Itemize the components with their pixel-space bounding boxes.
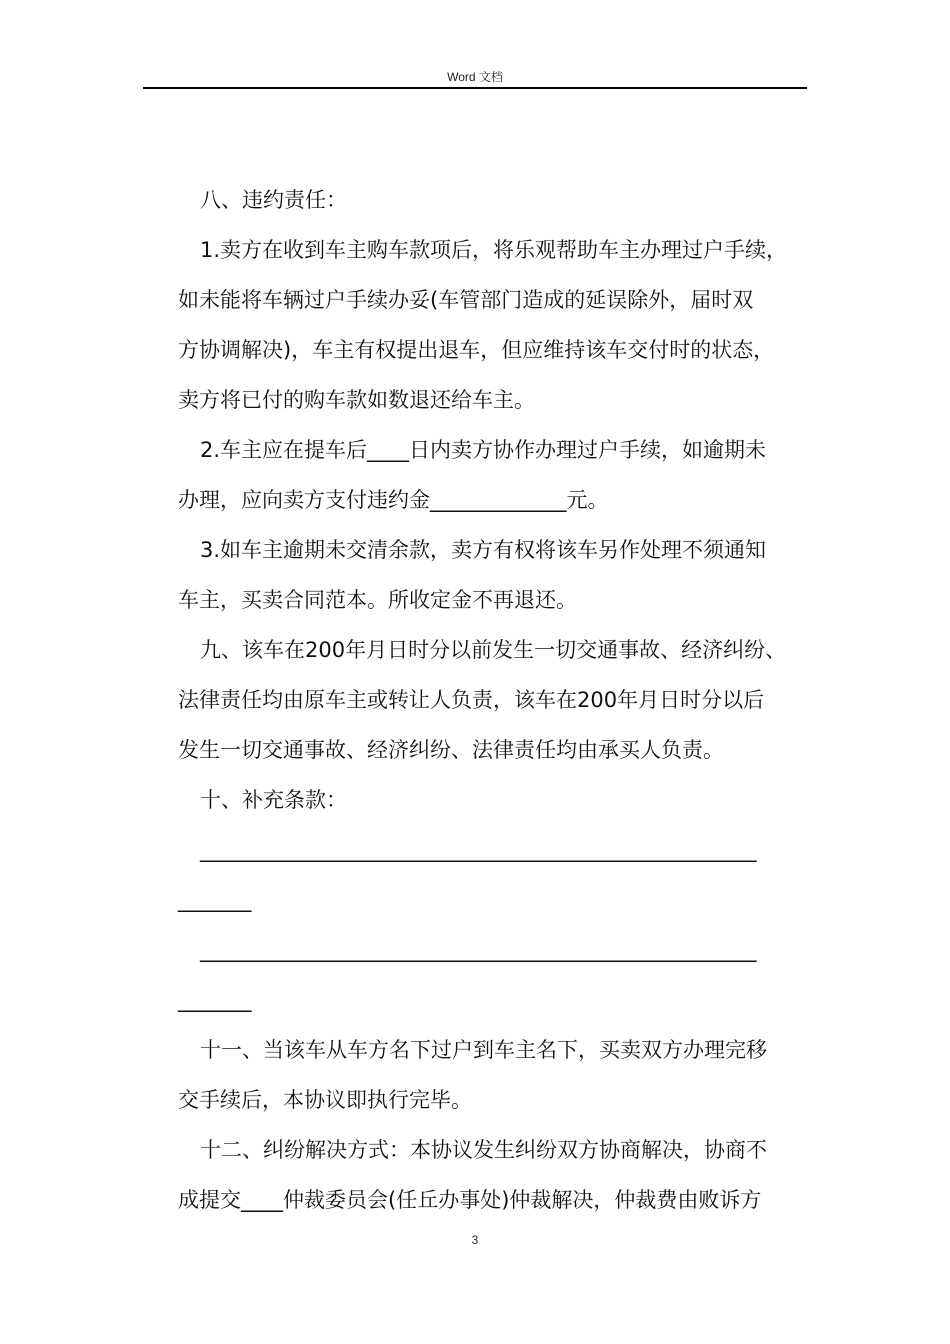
blank-fill-line: _______ <box>178 988 252 1012</box>
paragraph-line: 交手续后，本协议即执行完毕。 <box>178 1088 472 1112</box>
paragraph-line: 卖方将已付的购车款如数退还给车主。 <box>178 388 535 412</box>
section-line-eleven: 十一、当该车从车方名下过户到车主名下，买卖双方办理完移 <box>200 1038 767 1062</box>
blank-fill-line: _______ <box>178 888 252 912</box>
section-heading-breach: 八、违约责任： <box>200 188 347 212</box>
paragraph-line: 如未能将车辆过户手续办妥(车管部门造成的延误除外，届时双 <box>178 288 754 312</box>
paragraph-line: 2.车主应在提车后____日内卖方协作办理过户手续，如逾期未 <box>200 438 767 462</box>
section-line-twelve: 十二、纠纷解决方式：本协议发生纠纷双方协商解决，协商不 <box>200 1138 767 1162</box>
document-header-title: Word 文档 <box>447 70 503 84</box>
section-line-nine: 九、该车在200年月日时分以前发生一切交通事故、经济纠纷、 <box>200 638 787 662</box>
paragraph-line: 方协调解决)，车主有权提出退车，但应维持该车交付时的状态， <box>178 338 775 362</box>
paragraph-line: 法律责任均由原车主或转让人负责，该车在200年月日时分以后 <box>178 688 765 712</box>
page-number: 3 <box>471 1233 479 1247</box>
paragraph-line: 办理，应向卖方支付违约金_____________元。 <box>178 488 609 512</box>
paragraph-line: 车主，买卖合同范本。所收定金不再退还。 <box>178 588 577 612</box>
paragraph-line: 3.如车主逾期未交清余款，卖方有权将该车另作处理不须通知 <box>200 538 767 562</box>
section-heading-supplementary: 十、补充条款： <box>200 788 347 812</box>
paragraph-line: 发生一切交通事故、经济纠纷、法律责任均由承买人负责。 <box>178 738 724 762</box>
header-divider <box>143 87 807 89</box>
paragraph-line: 1.卖方在收到车主购车款项后，将乐观帮助车主办理过户手续， <box>200 238 788 262</box>
paragraph-line: 成提交____仲裁委员会(任丘办事处)仲裁解决，仲裁费由败诉方 <box>178 1188 762 1212</box>
blank-fill-line: _____________________________________________________ <box>200 838 757 862</box>
blank-fill-line: _____________________________________________________ <box>200 938 757 962</box>
